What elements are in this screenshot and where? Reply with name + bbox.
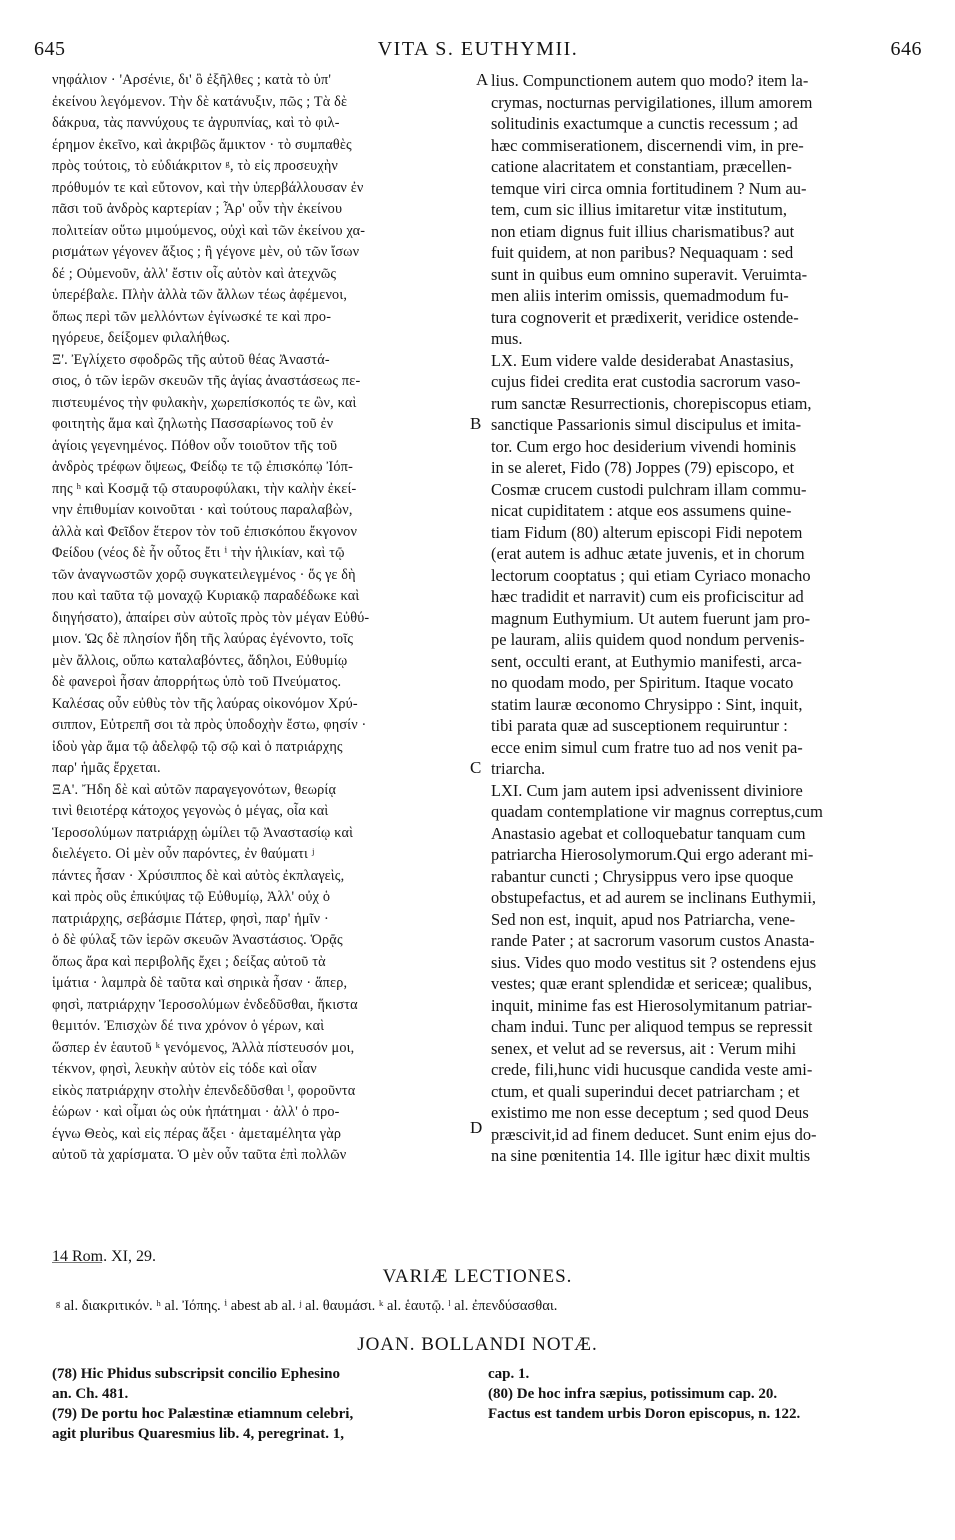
latin-text-line: triarcha. [491, 759, 546, 778]
greek-text-line: ἁγίοις γεγενημένος. Πόθον οὖν τοιοῦτον τῆς τοῦ [52, 437, 338, 454]
greek-text-line: θεμιτόν. Ἐπισχὼν δέ τινα χρόνον ὁ γέρων, καὶ [52, 1018, 325, 1034]
right-page-number: 646 [890, 38, 922, 60]
greek-text-line: ὑπερέβαλε. Πλὴν ἀλλὰ τῶν ἄλλων τέως ἀφέμενοι, [52, 287, 348, 303]
latin-text-line: crede, fili,hunc vidi hucusque candida veste ami- [491, 1060, 813, 1079]
greek-text-line: πᾶσι τοῦ ἀνδρὸς καρτερίαν ; Ἆρ' οὖν τὴν ἐκείνου [52, 201, 343, 217]
latin-text-line: lectorum cooptatus ; qui etiam Cyriaco monacho [491, 565, 811, 585]
greek-text-line: αὐτοῦ τὰ χαρίσματα. Ὁ μὲν οὖν ταῦτα ἐπὶ πολλῶν [52, 1147, 347, 1163]
latin-text-line: rande Pater ; at sacrorum vasorum custos Anasta- [491, 931, 815, 950]
latin-text-line: solitudinis exactumque a cunctis recessum ; ad [491, 114, 798, 133]
greek-text-line: Ξ'. Ἐγλίχετο σφοδρῶς τῆς αὐτοῦ θέας Ἀναστά- [52, 351, 330, 368]
greek-text-line: πιστευμένος τὴν φυλακὴν, χωρεπίσκοπός τε ὢν, καὶ [52, 394, 357, 411]
latin-text-line: tem, cum sic illius imitaretur vitæ institutum, [491, 200, 787, 219]
greek-text-line: που καὶ ταῦτα τῷ μοναχῷ Κυριακῷ παραδέδωκε καὶ [52, 588, 360, 604]
greek-text-line: ὅπως περὶ τῶν μελλόντων ἐγίνωσκέ τε καὶ προ- [52, 308, 332, 325]
greek-text-line: φοιτητὴς ἅμα καὶ ζηλωτὴς Πασσαρίωνος τοῦ ἐν [52, 416, 334, 432]
latin-text-line: na sine pœnitentia 14. Ille igitur hæc dixit multis [491, 1146, 811, 1165]
latin-text-line: Sed non est, inquit, apud nos Patriarcha, vene- [491, 909, 796, 929]
margin-letter-d: D [470, 1118, 483, 1137]
latin-text-line: no quodam modo, per Spiritum. Itaque vocato [491, 673, 794, 692]
latin-text-line: tiam Fidum (80) alterum episcopi Fidi nepotem [491, 522, 803, 542]
latin-text-line: nicat cupiditatem : atque eos assumens quine- [491, 501, 792, 520]
latin-text-line: (erat autem is adhuc ætate juvenis, et in chorum [491, 544, 805, 563]
latin-text-line: LX. Eum videre valde desiderabat Anastasius, [491, 350, 794, 370]
greek-text-line: πρόθυμόν τε καὶ εὔτονον, καὶ τὴν ὑπερβάλλουσαν ἐν [52, 179, 364, 196]
notae-heading: JOAN. BOLLANDI NOTÆ. [357, 1334, 598, 1355]
greek-text-line: καὶ πρὸς οὓς ἐπικύψας τῷ Εὐθυμίῳ, Ἀλλ' οὐχ ὁ [52, 889, 331, 905]
note-line: agit pluribus Quaresmius lib. 4, peregrinat. 1, [52, 1426, 344, 1442]
latin-text-line: crymas, nocturnas pervigilationes, illum amorem [491, 92, 813, 112]
latin-text-line: sius. Vides quo modo vestitus sit ? ostendens ejus [491, 952, 817, 972]
latin-text-line: sanctique Passarionis simul discipulus et imita- [491, 415, 802, 434]
notes-left [52, 1364, 480, 1444]
note-line: (79) De portu hoc Palæstinæ etiamnum celebri, [52, 1406, 354, 1422]
greek-text-line: διελέγετο. Οἱ μὲν οὖν παρόντες, ἐν θαύματι ʲ [52, 846, 315, 862]
latin-text-line: inquit, minime fas est Hierosolymitanum patriar- [491, 995, 813, 1015]
latin-text-line: ecce enim simul cum fratre tuo ad nos venit pa- [491, 737, 803, 757]
greek-text-line: μὲν ἄλλοις, οὔπω καταλαβόντες, ἄδηλοι, Εὐθυμίῳ [52, 652, 348, 669]
latin-text-line: hæc tradidit et narravit) cum eis proficiscitur ad [491, 587, 804, 606]
greek-text-line: Καλέσας οὖν εὐθὺς τὸν τῆς λαύρας οἰκονόμον Χρύ- [52, 695, 358, 712]
latin-text-line: cham indui. Tunc per aliquod tempus se repressit [491, 1017, 813, 1036]
greek-text-line: σιος, ὁ τῶν ἱερῶν σκευῶν τῆς ἁγίας ἀναστάσεως πε- [52, 373, 361, 389]
greek-text-line: ἑώρων · καὶ οἶμαι ὡς οὐκ ἠπάτημαι · ἀλλ' ὁ προ- [52, 1104, 340, 1120]
greek-text-line: δάκρυα, τὰς παννύχους τε ἀγρυπνίας, καὶ τὸ φιλ- [52, 115, 340, 131]
greek-text-line: παρ' ἡμᾶς ἔρχεται. [52, 760, 161, 776]
latin-text-line: senex, et velut ad se reversus, ait : Verum mihi [491, 1038, 797, 1058]
greek-text-line: ἱμάτια · λαμπρὰ δὲ ταῦτα καὶ σηρικὰ ἦσαν · ἅπερ, [52, 975, 348, 991]
latin-text-line: vestes; quæ erant splendidæ et sericeæ; qualibus, [491, 974, 812, 993]
latin-text-line: statim lauræ œconomo Chrysippo : Sint, inquit, [491, 694, 803, 714]
greek-text-line: δέ ; Οὐμενοῦν, ἀλλ' ἔστιν οἷς αὐτὸν καὶ ἀτεχνῶς [52, 265, 337, 282]
greek-text-line: Φείδου (νέος δὲ ἦν οὗτος ἔτι ⁱ τὴν ἡλικίαν, καὶ τῷ [52, 545, 345, 561]
greek-text-line: ἐκείνου λεγόμενον. Τὴν δὲ κατάνυξιν, πῶς ; Τὰ δὲ [52, 93, 348, 110]
greek-text-line: ἀλλὰ καὶ Φεῖδον ἕτερον τὸν τοῦ ἐπισκόπου ἔκγονον [52, 523, 358, 540]
greek-text-line: δὲ φανεροὶ ἦσαν ἀπορρήτως ὑπὸ τοῦ Πνεύματος. [52, 674, 342, 690]
latin-text-line: LXI. Cum jam autem ipsi advenissent diviniore [491, 780, 803, 800]
latin-text-line: magnum Euthymium. Ut autem fuerunt jam pro- [491, 608, 811, 628]
variae-lectiones: ᵍ al. διακριτικόν. ʰ al. Ἰόπης. ⁱ abest ab al. ʲ al. θαυμάσι. ᵏ al. ἑαυτῷ. ˡ al. ἐπενδύσασθαι. [56, 1298, 558, 1314]
note-line: an. Ch. 481. [52, 1386, 129, 1402]
latin-text-line: rum sanctæ Resurrectionis, chorepiscopus etiam, [491, 393, 812, 413]
latin-text-line: obstupefactus, et ad aurem se inclinans Euthymii, [491, 888, 816, 907]
greek-text-line: πατριάρχης, σεβάσμιε Πάτερ, φησὶ, παρ' ἡμῖν · [52, 910, 329, 927]
greek-text-line: διηγήσατο), ἀπαίρει σὺν αὐτοῖς πρὸς τὸν μέγαν Εὐθύ- [52, 609, 370, 626]
greek-text-line: σιππον, Εὐτρεπῆ σοι τὰ πρὸς ὑποδοχὴν ἔστω, φησίν · [52, 717, 367, 733]
latin-text-line: lius. Compunctionem autem quo modo? item la- [491, 71, 809, 90]
latin-text-line: rabantur cuncti ; Chrysippus vero ipse quoque [491, 866, 794, 886]
note-line: (78) Hic Phidus subscripsit concilio Ephesino [52, 1366, 340, 1382]
greek-text-line: μιον. Ὡς δὲ πλησίον ἤδη τῆς λαύρας ἐγένοντο, τοῖς [52, 631, 354, 647]
latin-text-line: Cosmæ crucem custodi pulchram illam commu- [491, 479, 807, 499]
latin-text-line: sent, occulti erant, at Euthymio manifesti, arca- [491, 651, 802, 671]
greek-text-line: τινὶ θειοτέρᾳ κάτοχος γεγονὼς ὁ μέγας, οἷα καὶ [52, 803, 329, 819]
left-page-number: 645 [34, 38, 66, 60]
greek-column [52, 70, 484, 1167]
greek-text-line: νην ἐπιθυμίαν κοινοῦται · καὶ τούτους παραλαβὼν, [52, 502, 353, 518]
greek-text-line: τέκνον, φησὶ, λευκὴν αὐτὸν εἰς τόδε καὶ οἷαν [52, 1061, 317, 1077]
greek-text-line: ρισμάτων γέγονεν ἄξιος ; ἢ γέγονε μὲν, οὐ τῶν ἴσων [52, 244, 360, 260]
greek-text-line: Ἱεροσολύμων πατριάρχῃ ὡμίλει τῷ Ἀναστασίῳ καὶ [52, 824, 354, 841]
greek-text-line: ηγόρευε, δείξομεν φιλαλήθως. [52, 330, 231, 346]
footnote: 14 Rom. XI, 29. [52, 1248, 156, 1265]
greek-text-line: ὥσπερ ἐν ἑαυτοῦ ᵏ γενόμενος, Ἀλλὰ πίστευσόν μοι, [52, 1039, 355, 1056]
latin-text-line: tura cognoverit et prædixerit, veridice ostende- [491, 307, 799, 327]
greek-text-line: ΞΑ'. Ἤδη δὲ καὶ αὐτῶν παραγεγονότων, θεωρίᾳ [52, 781, 337, 798]
latin-text-line: patriarcha Hierosolymorum.Qui ergo aderant mi- [491, 845, 814, 864]
latin-text-line: Anastasio agebat et colloquebatur tanquam cum [491, 823, 806, 843]
latin-text-line: fuit quidem, at non paribus? Nequaquam : sed [491, 243, 794, 262]
latin-text-line: men aliis interim omissis, quemadmodum fu- [491, 286, 789, 305]
page-header [34, 38, 922, 68]
greek-text-line: νηφάλιον · 'Αρσένιε, δι' ὃ ἐξῆλθες ; κατὰ τὸ ὑπ' [52, 72, 332, 88]
notes-right [488, 1364, 928, 1424]
latin-text-line: existimo me non esse deceptum ; sed quod Deus [491, 1103, 809, 1122]
latin-text-line: hæc commiserationem, discernendi vim, in pre- [491, 135, 804, 155]
latin-text-line: sunt in quibus eum omnino superavit. Veruimta- [491, 264, 808, 284]
latin-text-line: temque viri circa omnia fortitudinem ? Num au- [491, 178, 807, 198]
latin-text-line: pe lauram, aliis quidem quod nondum pervenis- [491, 630, 805, 649]
margin-letter-b: B [470, 414, 482, 433]
margin-letter-a: A [476, 70, 489, 89]
latin-column [491, 70, 923, 1167]
note-line: Factus est tandem urbis Doron episcopus, n. 122. [488, 1406, 801, 1422]
latin-text-line: tibi parata quæ ad susceptionem requiruntur : [491, 716, 788, 735]
running-title: VITA S. EUTHYMII. [377, 38, 579, 60]
variae-heading: VARIÆ LECTIONES. [382, 1266, 573, 1287]
greek-text-line: ἰδοὺ γὰρ ἅμα τῷ ἀδελφῷ τῷ σῷ καὶ ὁ πατριάρχης [52, 738, 343, 755]
latin-text-line: mus. [491, 329, 523, 348]
greek-text-line: πρὸς τούτοις, τὸ εὐδιάκριτον ᵍ, τὸ εἰς προσευχὴν [52, 158, 339, 174]
latin-text-line: tor. Cum ergo hoc desiderium vivendi hominis [491, 436, 797, 456]
latin-text-line: præscivit,id ad finem deducet. Sunt enim ejus do- [491, 1124, 817, 1144]
latin-text-line: catione alacritatem et constantiam, præcellen- [491, 157, 792, 176]
greek-text-line: τῶν ἀναγνωστῶν χορῷ συγκατειλεγμένος · ὅς γε δὴ [52, 566, 356, 583]
greek-text-line: έγνω Θεὸς, καὶ εἰς πέρας ἄξει · ἀμεταμέλητα γὰρ [52, 1125, 342, 1142]
latin-text-line: in se aleret, Fido (78) Joppes (79) episcopo, et [491, 458, 795, 477]
greek-text-line: έρημον ἐκεῖνο, καὶ ἀκριβῶς ἄμικτον · τὸ συμπαθὲς [52, 136, 352, 153]
latin-text-line: quadam contemplatione vir magnus correptus,cum [491, 802, 823, 821]
note-line: (80) De hoc infra sæpius, potissimum cap. 20. [488, 1386, 778, 1402]
greek-text-line: πης ʰ καὶ Κοσμᾷ τῷ σταυροφύλακι, τὴν καλὴν ἐκεί- [52, 480, 357, 497]
greek-text-line: εἰκὸς πατριάρχην στολὴν ἐπενδεδῦσθαι ˡ, φοροῦντα [52, 1082, 356, 1099]
latin-text-line: cujus fidei credita erat custodia sacrorum vaso- [491, 372, 801, 391]
greek-text-line: ὁ δὲ φύλαξ τῶν ἱερῶν σκευῶν Ἀναστάσιος. Ὁρᾷς [52, 932, 343, 948]
note-line: cap. 1. [488, 1366, 530, 1382]
greek-text-line: ὅπως ἄρα καὶ περιβολῆς ἔχει ; δείξας αὐτοῦ τὰ [52, 953, 326, 970]
greek-text-line: φησὶ, πατριάρχην Ἱεροσολύμων ἐνδεδῦσθαι, ἥκιστα [52, 996, 358, 1013]
greek-text-line: πολιτείαν οὕτω μιμούμενος, οὐχὶ καὶ τῶν ἐκείνου χα- [52, 222, 366, 239]
margin-letter-c: C [470, 758, 482, 777]
greek-text-line: πάντες ἦσαν · Χρύσιππος δὲ καὶ αὐτὸς ἐκπλαγεὶς, [52, 867, 345, 884]
greek-text-line: ἀνδρὸς τρέφων ὄψεως, Φείδῳ τε τῷ ἐπισκόπῳ Ἰόπ- [52, 459, 354, 475]
latin-text-line: ctum, et quali superindui decet patriarcham ; et [491, 1081, 800, 1101]
latin-text-line: non etiam dignus fuit illius charismatibus? aut [491, 221, 795, 241]
